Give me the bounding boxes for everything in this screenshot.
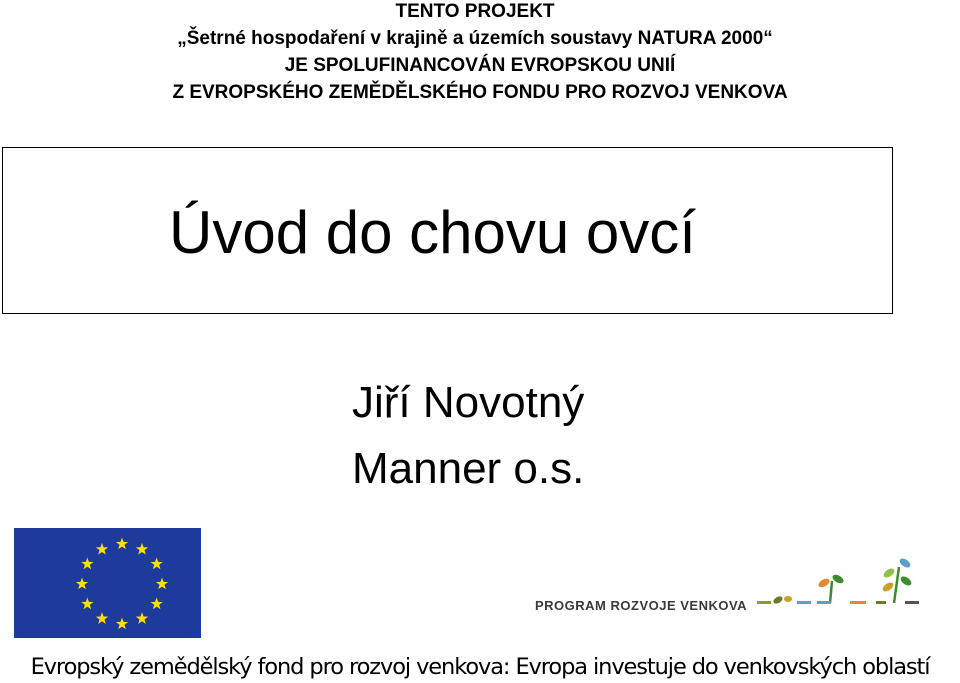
header-line-3: JE SPOLUFINANCOVÁN EVROPSKOU UNIÍ [284, 55, 676, 76]
header-line-4: Z EVROPSKÉHO ZEMĚDĚLSKÉHO FONDU PRO ROZVOJ VENKOVA [172, 82, 788, 103]
eu-flag-icon [14, 528, 201, 638]
footer-text: Evropský zemědělský fond pro rozvoj venkova: Evropa investuje do venkovských oblastí [30, 654, 930, 680]
page-title: Úvod do chovu ovcí [169, 199, 696, 266]
title-box [2, 147, 893, 314]
header-line-1: TENTO PROJEKT [395, 1, 555, 22]
program-logo-text: PROGRAM ROZVOJE VENKOVA [535, 598, 748, 613]
organization-name: Manner o.s. [352, 444, 585, 493]
header-line-2: „Šetrné hospodaření v krajině a územích soustavy NATURA 2000“ [177, 28, 773, 49]
author-name: Jiří Novotný [352, 378, 585, 427]
